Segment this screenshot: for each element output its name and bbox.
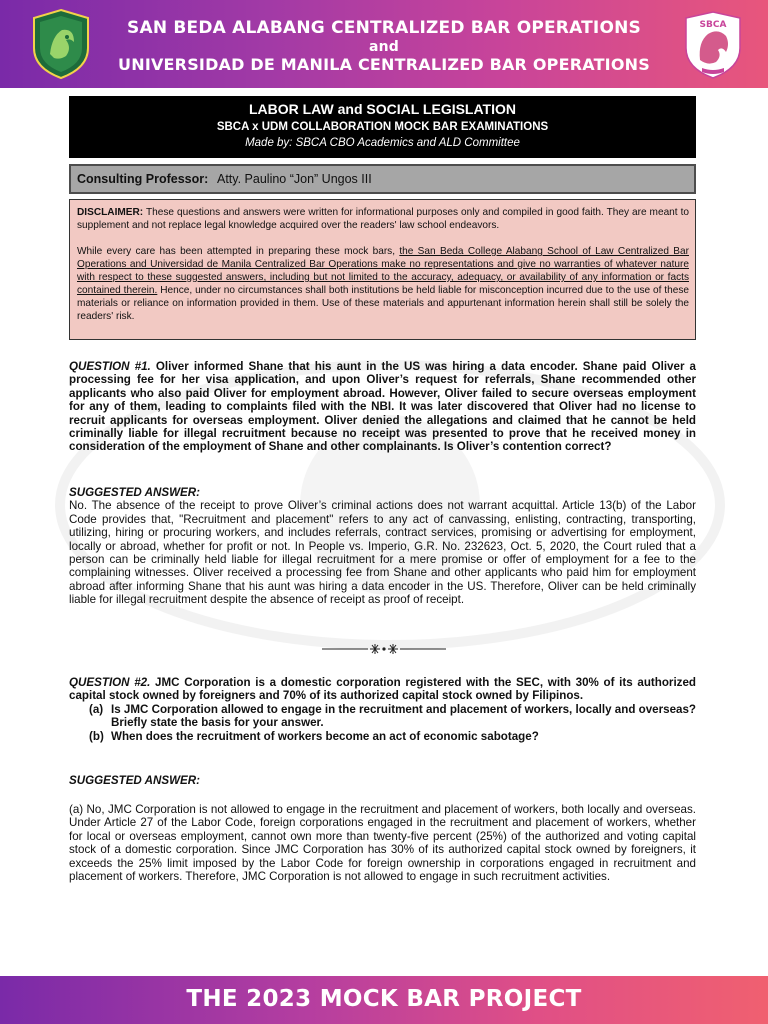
question-1-text: Oliver informed Shane that his aunt in the US was hiring a data encoder. Shane paid Oliver a processing fee for her visa application, and upon Oliver’s request for referrals, Shane recommended other applicants who also paid Oliver for employment abroad. However, Oliver failed to secure overseas employment for any of them, leading to complaints filed with the NBI. It was later discovered that Oliver had no license to recruit applicants for overseas employment. Oliver denied the allegations and claimed that he cannot be held criminally liable for illegal recruitment because no receipt was presented to prove that he received money in consideration of the employment of Shane and other complainants. Is Oliver’s contention correct? — [69, 360, 696, 454]
answer-1 — [69, 486, 696, 607]
subitem-text: Is JMC Corporation allowed to engage in the recruitment and placement of workers, locally and overseas? Briefly state the basis for your answer. — [111, 702, 696, 730]
footer-title: THE 2023 MOCK BAR PROJECT — [186, 986, 582, 1012]
question-2-text: JMC Corporation is a domestic corporation registered with the SEC, with 30% of its authorized capital stock owned by foreigners and 70% of its authorized capital stock owned by Filipinos. — [69, 676, 696, 703]
sbca-lion-shield-icon — [682, 10, 744, 80]
subitem-text: When does the recruitment of workers become an act of economic sabotage? — [111, 729, 539, 743]
disclaimer-text-2a: While every care has been attempted in preparing these mock bars, — [77, 246, 400, 257]
answer-2-text: (a) No, JMC Corporation is not allowed to engage in the recruitment and placement of workers, both locally and overseas. Under Article 27 of the Labor Code, foreign corporations engaged in the recruitment and placement of workers, whether for local or overseas employment, cannot own more than twenty-five percent (25%) of the authorized and voting capital stock of a domestic corporation. Since JMC Corporation has 30% of its authorized capital stock owned by foreigners, it exceeds the 25% limit imposed by the Labor Code for foreign ownership in corporations engaged in recruitment and placement of workers. Therefore, JMC Corporation is not allowed to engage in such recruitment activities. — [69, 803, 696, 884]
question-2-label: QUESTION #2. — [69, 676, 151, 689]
sbca-logo-text: SBCA — [699, 20, 727, 30]
header-line-1: SAN BEDA ALABANG CENTRALIZED BAR OPERATIONS — [127, 18, 641, 38]
disclaimer-text-2b: the San Beda College Alabang School of Law Centralized Bar Operations and Universidad de Manila Centralized Bar Operations make no representations and give no warranties of whatever nature with respect to these suggested answers, including but not limited to the accuracy, adequacy, or availability of any information or facts contained therein. — [77, 246, 689, 296]
exam-title: SBCA x UDM COLLABORATION MOCK BAR EXAMINATIONS — [216, 121, 549, 133]
made-by: Made by: SBCA CBO Academics and ALD Committee — [245, 137, 520, 149]
disclaimer-text-2c: Hence, under no circumstances shall both institutions be held liable for misconception incurred due to the use of these materials or reliance on information provided in them. Use of these materials and appurtenant information herein shall still be solely the readers' risk. — [77, 285, 689, 322]
exam-title-box — [69, 96, 696, 158]
header-line-2: and — [368, 39, 400, 55]
udm-seal-icon — [30, 8, 92, 80]
page-header — [0, 0, 768, 88]
disclaimer-box — [69, 199, 696, 340]
consulting-professor-box — [69, 164, 696, 194]
question-2-subitems — [89, 703, 696, 743]
header-line-3: UNIVERSIDAD DE MANILA CENTRALIZED BAR OPERATIONS — [118, 55, 650, 74]
disclaimer-label: DISCLAIMER: — [77, 207, 144, 218]
subject-title: LABOR LAW and SOCIAL LEGISLATION — [248, 101, 517, 117]
subitem-marker: (b) — [89, 729, 104, 743]
question-2 — [69, 676, 696, 743]
disclaimer-paragraph-1 — [77, 206, 689, 232]
list-item — [89, 703, 696, 730]
professor-label: Consulting Professor: — [77, 172, 209, 186]
professor-name: Atty. Paulino “Jon” Ungos III — [217, 172, 372, 186]
question-1 — [69, 360, 696, 454]
disclaimer-paragraph-2 — [77, 245, 689, 323]
answer-1-label: SUGGESTED ANSWER: — [69, 486, 200, 499]
question-1-label: QUESTION #1. — [69, 360, 151, 373]
section-divider-icon — [320, 642, 448, 656]
subitem-marker: (a) — [89, 702, 104, 716]
page-footer — [0, 976, 768, 1024]
question-2-stem — [69, 676, 696, 703]
answer-2-label: SUGGESTED ANSWER: — [69, 774, 200, 787]
list-item — [89, 730, 696, 743]
disclaimer-text-1: These questions and answers were written for informational purposes only and compiled in good faith. They are meant to supplement and not replace legal knowledge acquired over the readers' law school endeavors. — [77, 207, 689, 231]
answer-1-text: No. The absence of the receipt to prove Oliver’s criminal actions does not warrant acquittal. Article 13(b) of the Labor Code provides that, "Recruitment and placement" refers to any act of canvassing, enlisting, contracting, transporting, utilizing, hiring or procuring workers, and includes referrals, contract services, promising or advertising for employment, locally or abroad, whether for profit or not. In People vs. Imperio, G.R. No. 232623, Oct. 5, 2020, the Court ruled that a person can be criminally held liable for illegal recruitment for a mere promise or offer of employment for a fee to the complaining witnesses. Oliver received a processing fee from Shane and other applicants who paid him for employment abroad after informing Shane that his aunt was hiring a data encoder in the US. Therefore, Oliver can be held criminally liable for illegal recruitment despite the absence of receipt as proof of receipt. — [69, 499, 696, 607]
